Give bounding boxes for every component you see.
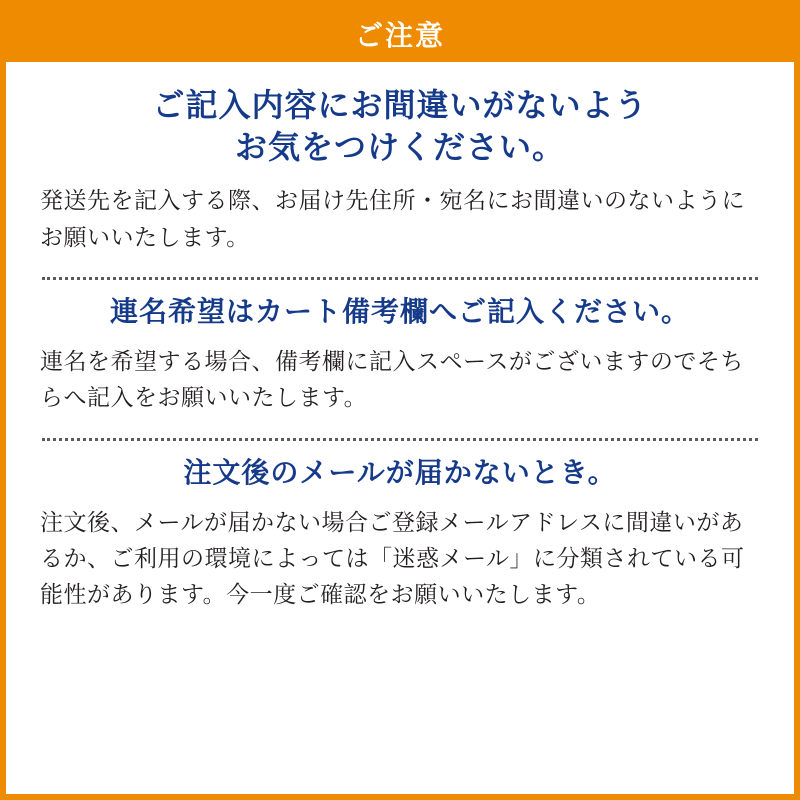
notice-section-3 [40,455,760,623]
section-2-body: 連名を希望する場合、備考欄に記入スペースがございますのでそちらへ記入をお願いいたします。 [40,348,744,411]
section-3-heading-line-1: 注文後のメールが届かないとき。 [183,456,617,488]
section-1-body: 発送先を記入する際、お届け先住所・宛名にお間違いのないようにお願いいたします。 [40,187,745,250]
section-2-heading [40,294,760,331]
notice-section-1 [40,84,760,265]
notice-header [6,6,794,62]
section-1-heading [40,84,760,168]
section-3-heading [40,455,760,492]
section-divider-2 [42,438,758,441]
section-1-heading-line-1: ご記入内容にお間違いがないよう [152,87,648,123]
notice-section-2 [40,294,760,426]
section-divider-1 [42,277,758,280]
section-1-heading-line-2: お気をつけください。 [234,129,565,166]
section-2-heading-line-1: 連名希望はカート備考欄へご記入ください。 [109,296,690,328]
section-3-body: 注文後、メールが届かない場合ご登録メールアドレスに間違いがあるか、ご利用の環境によっては「迷惑メール」に分類されている可能性があります。今一度ご確認をお願いいたします。 [40,508,745,608]
notice-header-title: ご注意 [354,20,445,51]
notice-body [6,62,794,623]
